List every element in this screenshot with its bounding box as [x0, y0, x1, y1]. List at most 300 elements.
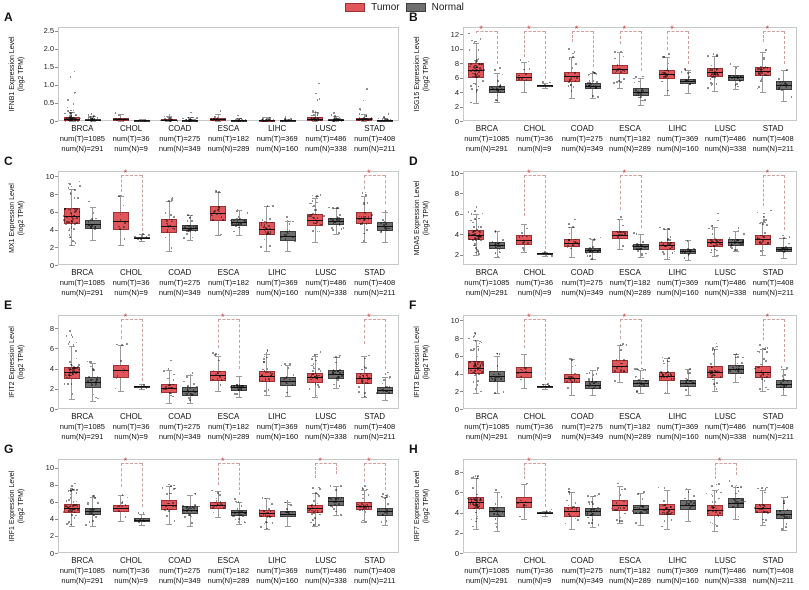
y-axis-label-line1: ISG15 Expression Level — [414, 36, 421, 112]
jitter-point — [632, 245, 634, 247]
significance-bracket — [545, 463, 547, 507]
y-tick-mark — [55, 519, 58, 520]
jitter-point — [314, 354, 316, 356]
jitter-point — [334, 504, 336, 506]
jitter-point — [122, 494, 124, 496]
panel-letter: A — [4, 10, 13, 24]
significance-asterisk: * — [221, 312, 225, 322]
tumor-whisker-cap — [521, 388, 527, 389]
jitter-point — [98, 120, 100, 122]
jitter-point — [184, 516, 186, 518]
y-tick-label: 6 — [454, 209, 459, 219]
category-num-n: num(N)=289 — [207, 144, 250, 153]
jitter-point — [191, 522, 193, 524]
jitter-point — [782, 384, 784, 386]
significance-bracket — [784, 175, 786, 230]
jitter-point — [764, 232, 766, 234]
jitter-point — [92, 509, 94, 511]
jitter-point — [539, 512, 541, 514]
jitter-point — [234, 512, 236, 514]
jitter-point — [474, 361, 476, 363]
significance-bracket — [715, 463, 717, 479]
category-num-n: num(N)=9 — [517, 576, 552, 585]
category-num-t: num(T)=1085 — [59, 278, 105, 287]
normal-whisker-cap — [494, 73, 500, 74]
jitter-point — [94, 497, 96, 499]
normal-whisker-cap — [187, 403, 193, 404]
tumor-whisker-cap — [664, 259, 670, 260]
jitter-point — [238, 386, 240, 388]
jitter-point — [267, 349, 269, 351]
jitter-point — [333, 508, 335, 510]
category-num-n: num(N)=338 — [704, 576, 747, 585]
significance-bracket — [524, 31, 526, 57]
jitter-point — [286, 508, 288, 510]
jitter-point — [738, 365, 740, 367]
jitter-point — [74, 189, 76, 191]
jitter-point — [264, 390, 266, 392]
normal-whisker-cap — [494, 356, 500, 357]
jitter-point — [368, 378, 370, 380]
jitter-point — [89, 509, 91, 511]
tumor-median-line — [113, 508, 129, 509]
jitter-point — [79, 185, 81, 187]
significance-bracket — [239, 319, 241, 369]
plot-frame — [463, 24, 797, 121]
jitter-point — [521, 232, 523, 234]
panels-grid — [2, 10, 807, 589]
y-tick-mark — [460, 121, 463, 122]
jitter-point — [619, 520, 621, 522]
jitter-point — [213, 211, 215, 213]
jitter-point — [588, 501, 590, 503]
significance-bracket — [497, 31, 499, 64]
jitter-point — [593, 72, 595, 74]
jitter-point — [711, 370, 713, 372]
jitter-point — [785, 83, 787, 85]
significance-bracket — [641, 319, 643, 364]
jitter-point — [76, 489, 78, 491]
jitter-point — [312, 507, 314, 509]
jitter-point — [527, 242, 529, 244]
jitter-point — [689, 372, 691, 374]
normal-whisker-cap — [638, 257, 644, 258]
jitter-point — [119, 228, 121, 230]
y-tick-mark — [460, 173, 463, 174]
jitter-point — [359, 509, 361, 511]
jitter-point — [497, 512, 499, 514]
y-axis-label-line1: MDA5 Expression Level — [414, 180, 421, 256]
jitter-point — [632, 510, 634, 512]
category-label: LUSC — [714, 268, 737, 277]
jitter-point — [312, 370, 314, 372]
jitter-point — [713, 507, 715, 509]
jitter-point — [97, 117, 99, 119]
jitter-point — [668, 374, 670, 376]
y-tick-label: 8 — [49, 189, 54, 199]
jitter-point — [733, 499, 735, 501]
jitter-point — [592, 95, 594, 97]
y-axis-label-text — [414, 459, 432, 553]
jitter-point — [763, 507, 765, 509]
jitter-point — [570, 84, 572, 86]
jitter-point — [479, 502, 481, 504]
jitter-point — [589, 238, 591, 240]
y-tick-label: 0 — [454, 548, 459, 558]
jitter-point — [194, 504, 196, 506]
jitter-point — [320, 351, 322, 353]
jitter-point — [473, 348, 475, 350]
jitter-point — [71, 514, 73, 516]
category-label: COAD — [168, 124, 192, 133]
jitter-point — [289, 363, 291, 365]
jitter-point — [500, 378, 502, 380]
category-num-t: num(T)=36 — [112, 422, 150, 431]
jitter-point — [473, 336, 475, 338]
jitter-point — [568, 48, 570, 50]
category-num-t: num(T)=369 — [657, 422, 699, 431]
y-tick-mark — [55, 247, 58, 248]
jitter-point — [778, 88, 780, 90]
jitter-point — [470, 71, 472, 73]
jitter-point — [475, 340, 477, 342]
jitter-point — [596, 81, 598, 83]
normal-whisker-cap — [333, 234, 339, 235]
jitter-point — [140, 238, 142, 240]
jitter-point — [265, 227, 267, 229]
jitter-point — [476, 499, 478, 501]
jitter-point — [762, 373, 764, 375]
category-label: ESCA — [619, 268, 641, 277]
jitter-point — [312, 110, 314, 112]
significance-bracket — [736, 463, 738, 475]
significance-asterisk: * — [367, 168, 371, 178]
jitter-point — [215, 353, 217, 355]
jitter-point — [315, 209, 317, 211]
jitter-point — [502, 239, 504, 241]
jitter-point — [364, 485, 366, 487]
jitter-point — [168, 510, 170, 512]
jitter-point — [479, 231, 481, 233]
jitter-point — [624, 233, 626, 235]
jitter-point — [623, 78, 625, 80]
y-tick-mark — [460, 214, 463, 215]
jitter-point — [368, 494, 370, 496]
normal-whisker-cap — [638, 525, 644, 526]
jitter-point — [332, 506, 334, 508]
jitter-point — [270, 375, 272, 377]
jitter-point — [70, 192, 72, 194]
category-num-t: num(T)=369 — [657, 134, 699, 143]
jitter-point — [470, 220, 472, 222]
plot-frame — [463, 312, 797, 409]
jitter-point — [719, 512, 721, 514]
category-num-n: num(N)=160 — [256, 576, 299, 585]
tumor-whisker-cap — [69, 121, 75, 122]
significance-asterisk: * — [123, 168, 128, 178]
category-label: CHOL — [523, 412, 546, 421]
jitter-point — [289, 230, 291, 232]
y-tick-label: 8 — [454, 333, 459, 343]
jitter-point — [87, 380, 89, 382]
jitter-point — [567, 387, 569, 389]
panel-letter: G — [4, 442, 14, 456]
y-tick-label: 10 — [450, 315, 459, 325]
jitter-point — [363, 202, 365, 204]
jitter-point — [339, 385, 341, 387]
jitter-point — [174, 228, 176, 230]
category-label: LUSC — [315, 556, 337, 565]
y-tick-label: 6 — [454, 487, 459, 497]
category-num-n: num(N)=160 — [256, 288, 299, 297]
jitter-point — [521, 78, 523, 80]
tumor-whisker-cap — [521, 484, 527, 485]
jitter-point — [220, 503, 222, 505]
jitter-point — [67, 383, 69, 385]
jitter-point — [667, 371, 669, 373]
tumor-whisker-cap — [361, 242, 367, 243]
category-label: LIHC — [268, 556, 287, 565]
jitter-point — [568, 376, 570, 378]
jitter-point — [474, 76, 476, 78]
jitter-point — [622, 245, 624, 247]
jitter-point — [781, 528, 783, 530]
jitter-point — [620, 371, 622, 373]
y-tick-mark — [460, 492, 463, 493]
jitter-point — [369, 502, 371, 504]
jitter-point — [476, 89, 478, 91]
category-num-n: num(N)=211 — [752, 432, 794, 441]
y-tick-mark — [55, 328, 58, 329]
jitter-point — [693, 248, 695, 250]
y-tick-label: 0 — [454, 116, 459, 126]
category-num-t: num(T)=36 — [516, 134, 553, 143]
jitter-point — [64, 208, 66, 210]
panel-MX1 — [2, 154, 407, 302]
category-num-t: num(T)=369 — [657, 566, 699, 575]
y-tick-label: 4 — [49, 514, 54, 524]
jitter-point — [287, 511, 289, 513]
category-label: LIHC — [668, 556, 687, 565]
jitter-point — [85, 524, 87, 526]
jitter-point — [574, 51, 576, 53]
y-tick-mark — [55, 212, 58, 213]
jitter-point — [616, 509, 618, 511]
jitter-point — [96, 378, 98, 380]
jitter-point — [636, 390, 638, 392]
jitter-point — [664, 520, 666, 522]
plot-frame — [463, 168, 797, 265]
jitter-point — [90, 379, 92, 381]
jitter-point — [478, 349, 480, 351]
jitter-point — [787, 380, 789, 382]
panel-IFIT3 — [407, 298, 805, 446]
y-tick-mark — [55, 230, 58, 231]
panel-letter: F — [409, 298, 417, 312]
jitter-point — [498, 510, 500, 512]
tumor-whisker-cap — [569, 529, 575, 530]
jitter-point — [141, 387, 143, 389]
y-tick-mark — [55, 369, 58, 370]
jitter-point — [620, 349, 622, 351]
y-tick-mark — [55, 85, 58, 86]
jitter-point — [68, 221, 70, 223]
y-tick-mark — [55, 67, 58, 68]
jitter-point — [477, 380, 479, 382]
jitter-point — [188, 228, 190, 230]
jitter-point — [711, 69, 713, 71]
jitter-point — [735, 493, 737, 495]
jitter-point — [332, 229, 334, 231]
jitter-point — [195, 226, 197, 228]
y-axis-label-text — [414, 171, 432, 265]
jitter-point — [74, 223, 76, 225]
significance-asterisk: * — [622, 312, 627, 322]
jitter-point — [711, 506, 713, 508]
jitter-point — [166, 515, 168, 517]
normal-whisker-cap — [590, 527, 596, 528]
jitter-point — [263, 514, 265, 516]
jitter-point — [623, 507, 625, 509]
jitter-point — [271, 222, 273, 224]
jitter-point — [71, 485, 73, 487]
jitter-point — [568, 239, 570, 241]
normal-whisker-cap — [733, 231, 739, 232]
significance-bracket — [763, 31, 765, 42]
significance-bracket — [364, 319, 366, 344]
jitter-point — [269, 245, 271, 247]
category-num-n: num(N)=160 — [656, 576, 699, 585]
jitter-point — [66, 523, 68, 525]
y-tick-label: 6 — [49, 343, 54, 353]
jitter-point — [310, 522, 312, 524]
category-num-t: num(T)=486 — [305, 278, 347, 287]
y-axis-label-line2: (log2 TPM) — [17, 488, 25, 524]
jitter-point — [366, 229, 368, 231]
category-label: CHOL — [119, 556, 143, 565]
jitter-point — [687, 72, 689, 74]
jitter-point — [269, 228, 271, 230]
tumor-whisker-cap — [215, 517, 221, 518]
category-num-t: num(T)=275 — [159, 566, 201, 575]
jitter-point — [92, 495, 94, 497]
jitter-point — [638, 92, 640, 94]
jitter-point — [143, 519, 145, 521]
category-num-n: num(N)=289 — [609, 432, 651, 441]
jitter-point — [473, 230, 475, 232]
jitter-point — [312, 230, 314, 232]
jitter-point — [614, 370, 616, 372]
category-num-n: num(N)=9 — [114, 144, 148, 153]
jitter-point — [641, 255, 643, 257]
significance-bracket — [667, 31, 669, 50]
category-num-t: num(T)=486 — [305, 566, 347, 575]
jitter-point — [69, 237, 71, 239]
jitter-point — [67, 507, 69, 509]
tumor-whisker-cap — [521, 62, 527, 63]
jitter-point — [215, 374, 217, 376]
significance-asterisk: * — [765, 312, 770, 322]
normal-whisker-cap — [685, 521, 691, 522]
jitter-point — [88, 376, 90, 378]
y-axis-label — [413, 459, 433, 553]
category-num-n: num(N)=289 — [609, 144, 651, 153]
category-num-n: num(N)=291 — [61, 288, 104, 297]
significance-asterisk: * — [527, 24, 531, 34]
normal-whisker-cap — [382, 400, 388, 401]
jitter-point — [593, 387, 595, 389]
jitter-point — [736, 67, 738, 69]
jitter-point — [754, 507, 756, 509]
tumor-whisker-cap — [712, 391, 718, 392]
jitter-point — [120, 360, 122, 362]
y-tick-label: 2.5 — [43, 26, 54, 36]
jitter-point — [311, 513, 313, 515]
category-num-n: num(N)=211 — [752, 288, 794, 297]
y-tick-mark — [460, 63, 463, 64]
category-label: COAD — [168, 268, 192, 277]
category-num-t: num(T)=486 — [704, 278, 746, 287]
jitter-point — [661, 377, 663, 379]
jitter-point — [65, 118, 67, 120]
significance-bracket — [385, 463, 387, 490]
significance-bracket — [364, 463, 366, 482]
normal-whisker-cap — [187, 495, 193, 496]
jitter-point — [196, 386, 198, 388]
jitter-point — [335, 373, 337, 375]
significance-bracket — [218, 463, 220, 485]
y-tick-mark — [460, 107, 463, 108]
jitter-point — [715, 501, 717, 503]
significance-bracket — [641, 31, 643, 71]
jitter-point — [709, 370, 711, 372]
jitter-point — [476, 67, 478, 69]
jitter-point — [313, 118, 315, 120]
y-axis-label-text — [9, 171, 27, 265]
jitter-point — [70, 490, 72, 492]
jitter-point — [334, 117, 336, 119]
jitter-point — [223, 507, 225, 509]
jitter-point — [620, 216, 622, 218]
jitter-point — [685, 389, 687, 391]
jitter-point — [662, 505, 664, 507]
y-axis-label — [413, 315, 433, 409]
normal-median-line — [680, 383, 696, 384]
jitter-point — [165, 505, 167, 507]
jitter-point — [191, 220, 193, 222]
category-label: LUSC — [714, 412, 737, 421]
tumor-whisker-cap — [69, 399, 75, 400]
category-num-n: num(N)=160 — [256, 432, 299, 441]
jitter-point — [94, 228, 96, 230]
jitter-point — [190, 112, 192, 114]
y-axis-label-text — [9, 315, 27, 409]
jitter-point — [387, 372, 389, 374]
jitter-point — [517, 502, 519, 504]
significance-asterisk: * — [527, 312, 531, 322]
jitter-point — [692, 505, 694, 507]
normal-median-line — [85, 382, 101, 383]
significance-bracket — [476, 31, 478, 33]
jitter-point — [371, 214, 373, 216]
category-num-t: num(T)=275 — [159, 422, 201, 431]
jitter-point — [473, 498, 475, 500]
jitter-point — [470, 503, 472, 505]
category-num-n: num(N)=289 — [609, 288, 651, 297]
category-num-n: num(N)=338 — [704, 288, 747, 297]
y-tick-label: 8 — [454, 188, 459, 198]
category-num-n: num(N)=160 — [656, 288, 699, 297]
